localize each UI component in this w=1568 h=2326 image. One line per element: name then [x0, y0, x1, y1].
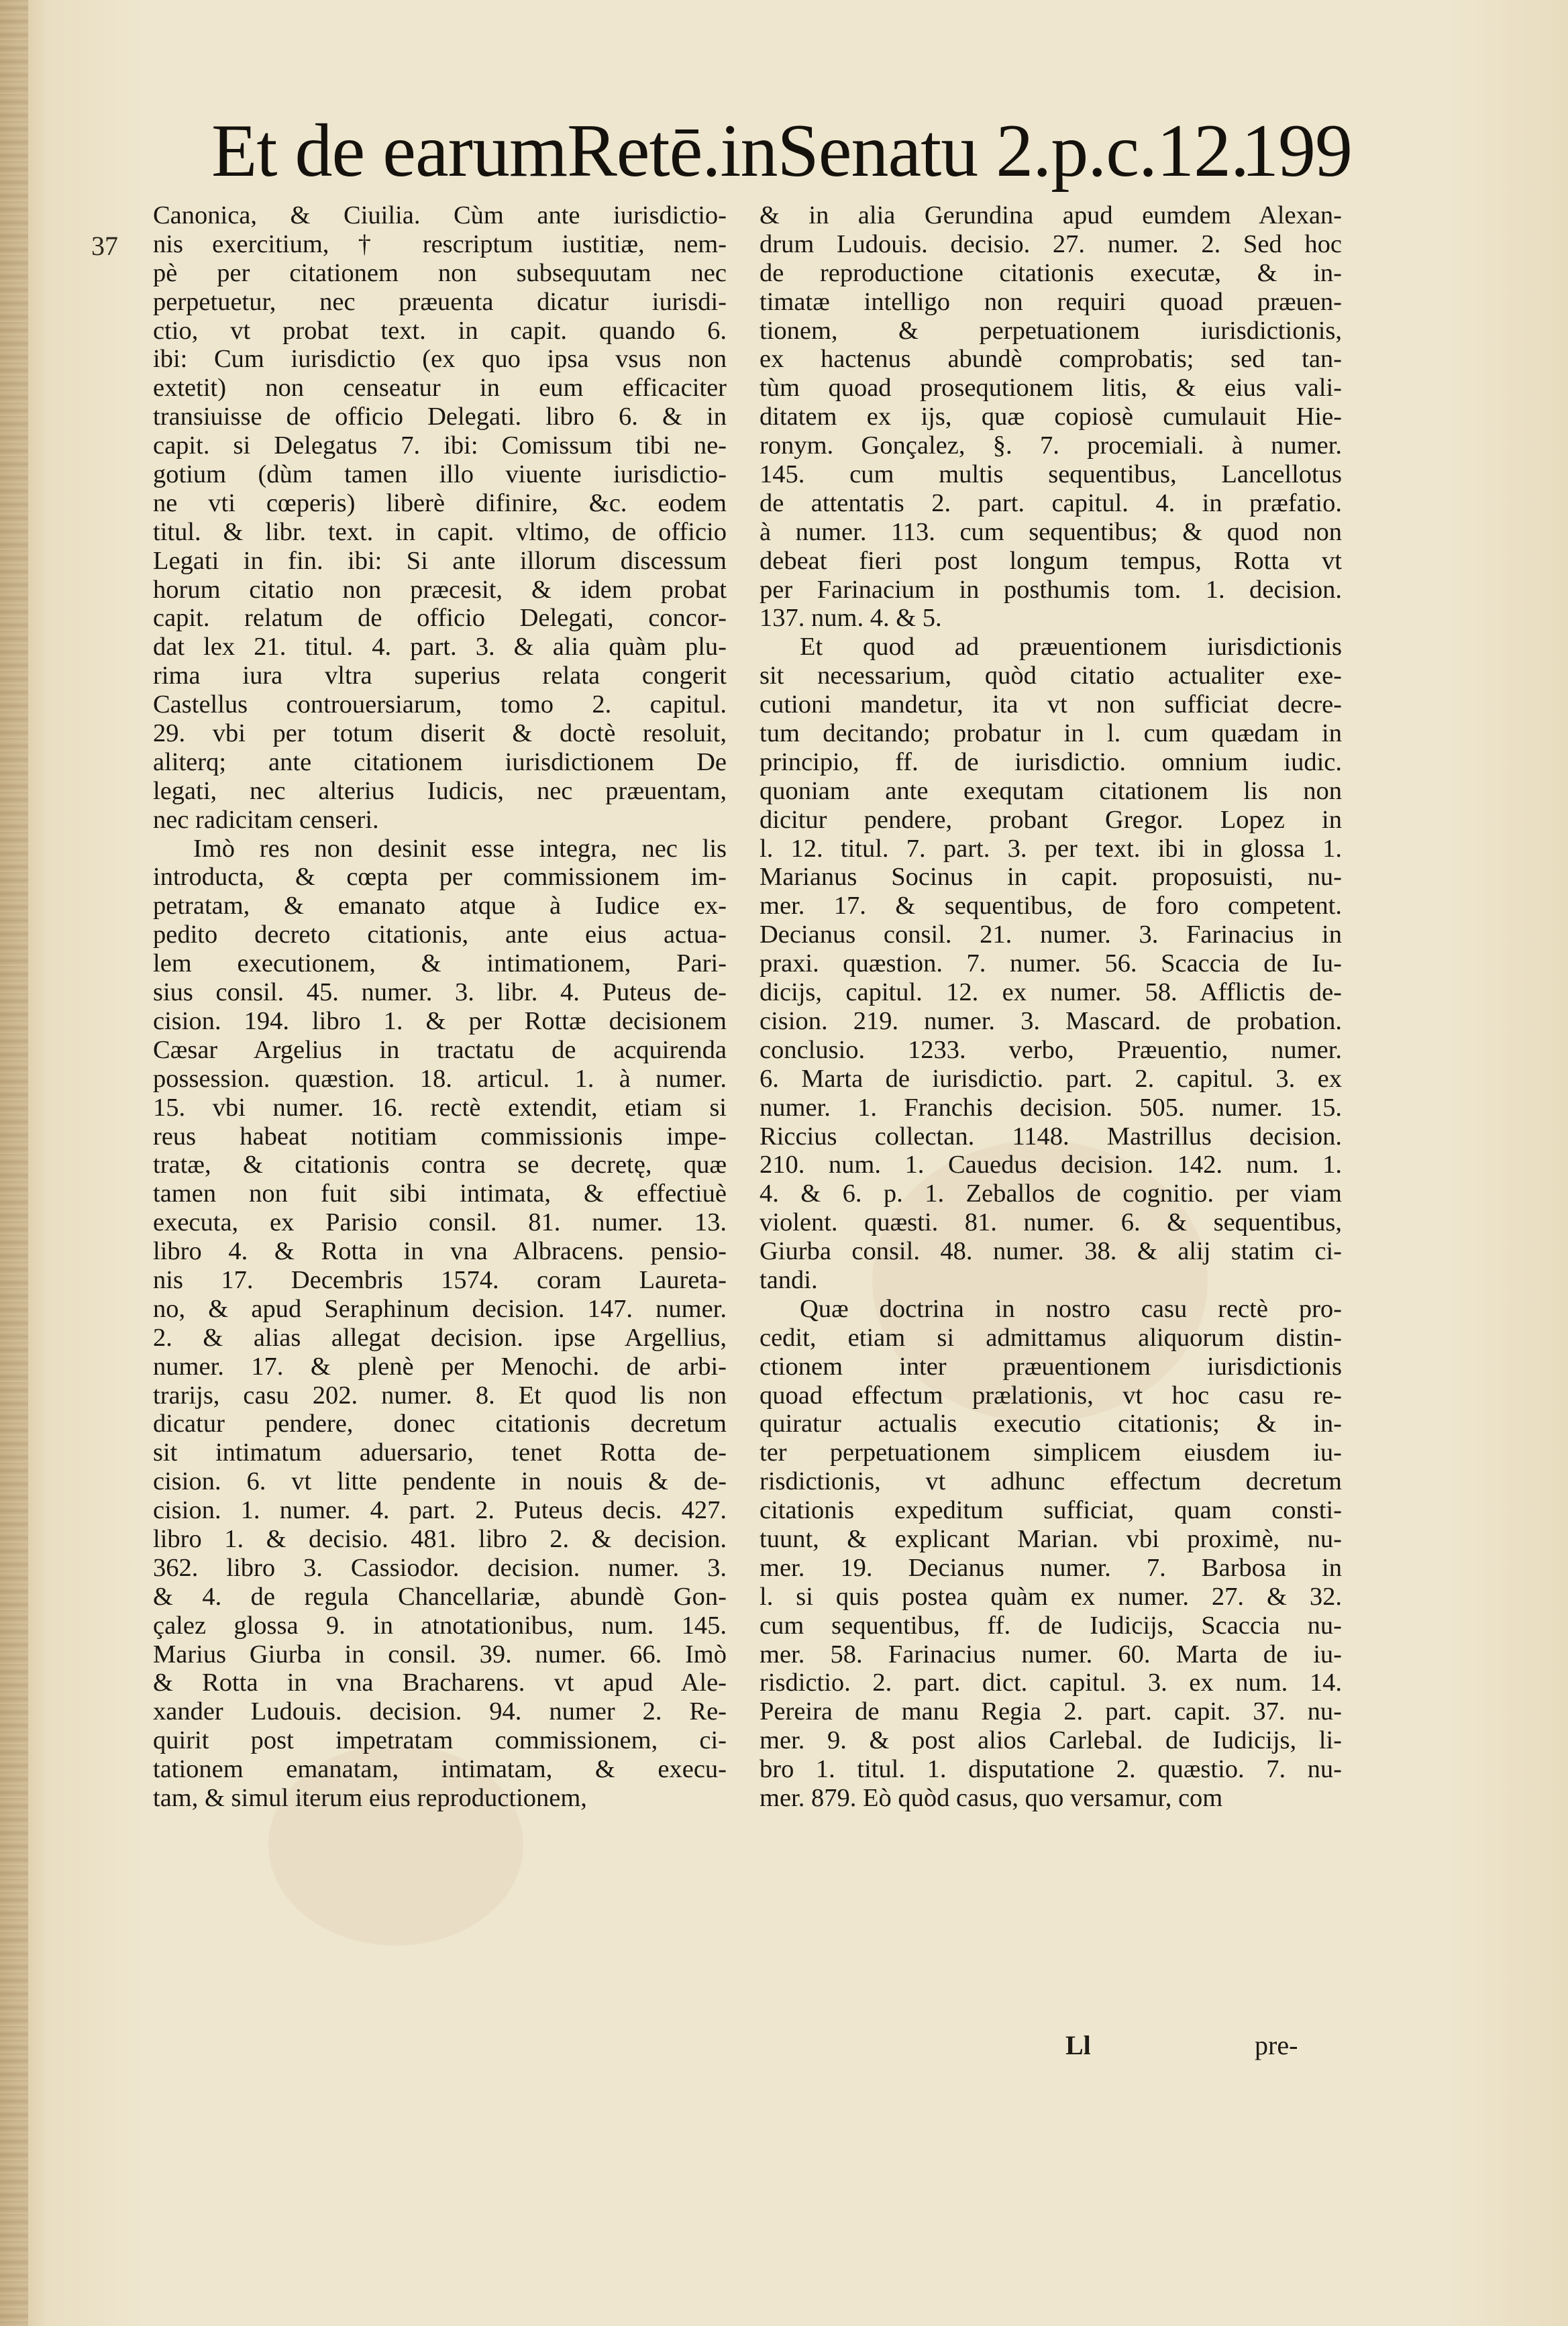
text-line: numer. 17. & plenè per Menochi. de arbi- — [153, 1352, 727, 1381]
text-line: bro 1. titul. 1. disputatione 2. quæstio. 7. nu- — [760, 1755, 1342, 1784]
text-line: transiuisse de officio Delegati. libro 6. & in — [153, 403, 727, 431]
text-line: dat lex 21. titul. 4. part. 3. & alia quàm plu- — [153, 633, 727, 662]
text-line: Marius Giurba in consil. 39. numer. 66. Imò — [153, 1640, 727, 1669]
text-line: à numer. 113. cum sequentibus; & quod non — [760, 517, 1342, 546]
text-line: cision. 1. numer. 4. part. 2. Puteus decis. 427. — [153, 1496, 727, 1525]
text-line: libro 4. & Rotta in vna Albracens. pensio- — [153, 1237, 727, 1266]
text-line: 4. & 6. p. 1. Zeballos de cognitio. per viam — [760, 1179, 1342, 1208]
text-line: tum decitando; probatur in l. cum quædam in — [760, 719, 1342, 748]
left-text-column — [153, 201, 727, 1813]
running-header — [211, 101, 1352, 201]
text-line: cutioni mandetur, ita vt non sufficiat decre- — [760, 690, 1342, 719]
text-line: pè per citationem non subsequutam nec — [153, 258, 727, 287]
text-line: Et quod ad præuentionem iurisdictionis — [800, 633, 1342, 662]
signature-mark: Ll — [1065, 2030, 1091, 2060]
text-line: 29. vbi per totum diserit & doctè resoluit, — [153, 719, 727, 748]
text-line: ctio, vt probat text. in capit. quando 6. — [153, 316, 727, 345]
text-line: 2. & alias allegat decision. ipse Argellius, — [153, 1323, 727, 1352]
catchword: pre- — [1255, 2030, 1298, 2060]
text-line: Legati in fin. ibi: Si ante illorum discessum — [153, 546, 727, 575]
text-line: quoad effectum prælationis, vt hoc casu re- — [760, 1381, 1342, 1410]
text-line: 15. vbi numer. 16. rectè extendit, etiam si — [153, 1093, 727, 1122]
text-line: çalez glossa 9. in atnotationibus, num. 145. — [153, 1611, 727, 1640]
text-line: ibi: Cum iurisdictio (ex quo ipsa vsus non — [153, 345, 727, 374]
text-line: xander Ludouis. decision. 94. numer 2. Re- — [153, 1697, 727, 1726]
text-line: timatæ intelligo non requiri quoad præuen- — [760, 287, 1342, 316]
text-line: capit. relatum de officio Delegati, concor- — [153, 604, 727, 633]
text-line: sit necessarium, quòd citatio actualiter exe- — [760, 662, 1342, 690]
text-line: introducta, & cœpta per commissionem im- — [153, 863, 727, 892]
text-line: ne vti cœperis) liberè difinire, &c. eodem — [153, 488, 727, 517]
text-line: cision. 219. numer. 3. Mascard. de probation. — [760, 1006, 1342, 1035]
text-line: cum sequentibus, ff. de Iudicijs, Scaccia nu- — [760, 1611, 1342, 1640]
text-line: ter perpetuationem simplicem eiusdem iu- — [760, 1438, 1342, 1467]
running-title: Et de earumRetē.inSenatu 2.p.c.12. — [211, 109, 1249, 193]
text-line: tuunt, & explicant Marian. vbi proximè, nu- — [760, 1524, 1342, 1553]
text-line: Giurba consil. 48. numer. 38. & alij statim ci- — [760, 1237, 1342, 1266]
text-line: & Rotta in vna Bracharens. vt apud Ale- — [153, 1669, 727, 1697]
text-line: tationem emanatam, intimatam, & execu- — [153, 1755, 727, 1784]
text-line: cision. 194. libro 1. & per Rottæ decisionem — [153, 1006, 727, 1035]
text-line: 210. num. 1. Cauedus decision. 142. num. 1. — [760, 1151, 1342, 1179]
text-line: nec radicitam censeri. — [153, 805, 379, 834]
text-line: aliterq; ante citationem iurisdictionem De — [153, 747, 727, 776]
text-line: cision. 6. vt litte pendente in nouis & de- — [153, 1467, 727, 1496]
text-line: lem executionem, & intimationem, Pari- — [153, 949, 727, 978]
text-line: ctionem inter præuentionem iurisdictionis — [760, 1352, 1342, 1381]
text-line: mer. 9. & post alios Carlebal. de Iudicijs, li- — [760, 1726, 1342, 1755]
text-line: Imò res non desinit esse integra, nec lis — [193, 834, 727, 863]
text-line: perpetuetur, nec præuenta dicatur iurisdi- — [153, 287, 727, 316]
text-line: tratæ, & citationis contra se decretę, quæ — [153, 1151, 727, 1179]
text-line: petratam, & emanato atque à Iudice ex- — [153, 892, 727, 920]
text-line: tionem, & perpetuationem iurisdictionis, — [760, 316, 1342, 345]
text-line: capit. si Delegatus 7. ibi: Comissum tibi ne- — [153, 431, 727, 460]
text-line: pedito decreto citationis, ante eius actua- — [153, 920, 727, 949]
text-line: Pereira de manu Regia 2. part. capit. 37. nu- — [760, 1697, 1342, 1726]
text-line: & in alia Gerundina apud eumdem Alexan- — [760, 201, 1342, 229]
text-line: mer. 19. Decianus numer. 7. Barbosa in — [760, 1553, 1342, 1582]
text-line: Decianus consil. 21. numer. 3. Farinacius in — [760, 920, 1342, 949]
text-line: horum citatio non præcesit, & idem probat — [153, 575, 727, 604]
text-line: drum Ludouis. decisio. 27. numer. 2. Sed hoc — [760, 229, 1342, 258]
text-line: legati, nec alterius Iudicis, nec præuentam, — [153, 776, 727, 805]
text-line: quirit post impetratam commissionem, ci- — [153, 1726, 727, 1755]
text-line: rima iura vltra superius relata congerit — [153, 662, 727, 690]
text-line: quoniam ante exequtam citationem lis non — [760, 776, 1342, 805]
text-line: tùm quoad prosequtionem litis, & eius vali- — [760, 374, 1342, 403]
text-line: trarijs, casu 202. numer. 8. Et quod lis non — [153, 1381, 727, 1410]
text-line: sit intimatum aduersario, tenet Rotta de- — [153, 1438, 727, 1467]
text-line: principio, ff. de iurisdictio. omnium iudic. — [760, 747, 1342, 776]
text-line: l. si quis postea quàm ex numer. 27. & 32. — [760, 1582, 1342, 1611]
text-line: Marianus Socinus in capit. proposuisti, nu- — [760, 863, 1342, 892]
text-line: sius consil. 45. numer. 3. libr. 4. Puteus de- — [153, 978, 727, 1007]
text-line: tamen non fuit sibi intimata, & effectiuè — [153, 1179, 727, 1208]
text-line: violent. quæsti. 81. numer. 6. & sequentibus, — [760, 1208, 1342, 1237]
text-line: 362. libro 3. Cassiodor. decision. numer. 3. — [153, 1553, 727, 1582]
text-line: debeat fieri post longum tempus, Rotta vt — [760, 546, 1342, 575]
text-line: 137. num. 4. & 5. — [760, 604, 942, 633]
text-line: tam, & simul iterum eius reproductionem, — [153, 1783, 587, 1812]
text-line: risdictionis, vt adhunc effectum decretum — [760, 1467, 1342, 1496]
text-line: 6. Marta de iurisdictio. part. 2. capitul. 3. ex — [760, 1064, 1342, 1093]
text-line: Riccius collectan. 1148. Mastrillus decision. — [760, 1122, 1342, 1151]
text-line: Castellus controuersiarum, tomo 2. capitul. — [153, 690, 727, 719]
binding-gutter — [0, 0, 28, 2326]
text-line: reus habeat notitiam commissionis impe- — [153, 1122, 727, 1151]
text-line: dicatur pendere, donec citationis decretum — [153, 1410, 727, 1438]
text-line: tandi. — [760, 1265, 818, 1294]
text-line: de attentatis 2. part. capitul. 4. in præfatio. — [760, 488, 1342, 517]
text-line: ditatem ex ijs, quæ copiosè cumulauit Hie- — [760, 403, 1342, 431]
marginal-note-number: 37 — [91, 231, 118, 261]
text-line: numer. 1. Franchis decision. 505. numer. 15. — [760, 1093, 1342, 1122]
right-text-column — [760, 201, 1342, 1813]
text-line: extetit) non censeatur in eum efficaciter — [153, 374, 727, 403]
text-line: no, & apud Seraphinum decision. 147. numer. — [153, 1294, 727, 1323]
text-line: Quæ doctrina in nostro casu rectè pro- — [800, 1294, 1342, 1323]
text-line: mer. 17. & sequentibus, de foro competent. — [760, 892, 1342, 920]
text-line: dicijs, capitul. 12. ex numer. 58. Afflictis de- — [760, 978, 1342, 1007]
text-line: possession. quæstion. 18. articul. 1. à numer. — [153, 1064, 727, 1093]
page-number: 199 — [1241, 109, 1352, 193]
text-line: Canonica, & Ciuilia. Cùm ante iurisdictio- — [153, 201, 727, 229]
text-line: 145. cum multis sequentibus, Lancellotus — [760, 460, 1342, 489]
text-line: executa, ex Parisio consil. 81. numer. 13. — [153, 1208, 727, 1237]
text-line: libro 1. & decisio. 481. libro 2. & decision. — [153, 1524, 727, 1553]
text-line: ronym. Gonçalez, §. 7. procemiali. à numer. — [760, 431, 1342, 460]
text-line: nis exercitium, † rescriptum iustitiæ, nem- — [153, 229, 727, 258]
text-line: gotium (dùm tamen illo viuente iurisdictio- — [153, 460, 727, 489]
text-line: mer. 879. Eò quòd casus, quo versamur, com — [760, 1783, 1223, 1812]
text-line: per Farinacium in posthumis tom. 1. decision. — [760, 575, 1342, 604]
text-line: cedit, etiam si admittamus aliquorum distin- — [760, 1323, 1342, 1352]
text-line: conclusio. 1233. verbo, Præuentio, numer. — [760, 1035, 1342, 1064]
text-line: nis 17. Decembris 1574. coram Laureta- — [153, 1265, 727, 1294]
text-line: risdictio. 2. part. dict. capitul. 3. ex num. 14. — [760, 1669, 1342, 1697]
text-line: titul. & libr. text. in capit. vltimo, de officio — [153, 517, 727, 546]
text-line: ex hactenus abundè comprobatis; sed tan- — [760, 345, 1342, 374]
text-line: praxi. quæstion. 7. numer. 56. Scaccia de Iu- — [760, 949, 1342, 978]
text-line: de reproductione citationis executæ, & in- — [760, 258, 1342, 287]
text-line: dicitur pendere, probant Gregor. Lopez in — [760, 805, 1342, 834]
text-line: & 4. de regula Chancellariæ, abundè Gon- — [153, 1582, 727, 1611]
text-line: quiratur actualis executio citationis; & in- — [760, 1410, 1342, 1438]
text-line: Cæsar Argelius in tractatu de acquirenda — [153, 1035, 727, 1064]
text-line: l. 12. titul. 7. part. 3. per text. ibi in glossa 1. — [760, 834, 1342, 863]
text-line: mer. 58. Farinacius numer. 60. Marta de iu- — [760, 1640, 1342, 1669]
text-line: citationis expeditum sufficiat, quam consti- — [760, 1496, 1342, 1525]
